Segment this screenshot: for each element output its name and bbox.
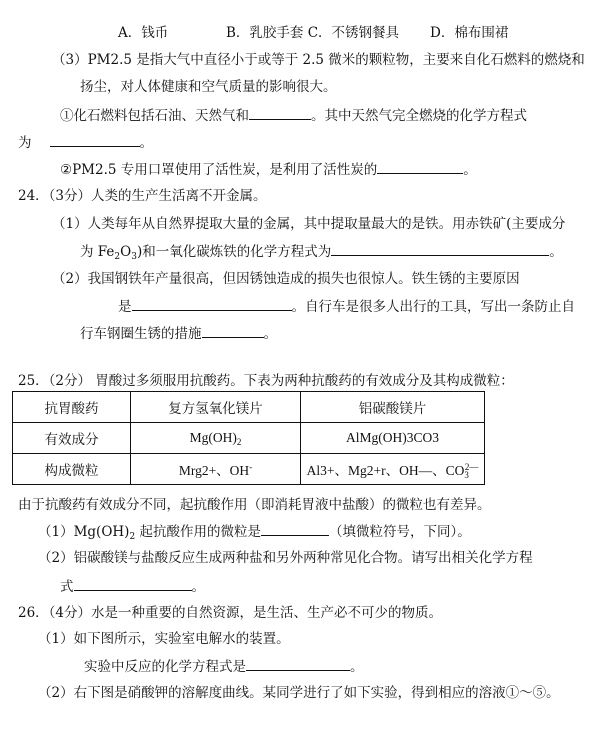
- q23-3-sub1-end: 。: [139, 135, 153, 151]
- particle-text: Mrg2+、OH: [178, 463, 250, 478]
- table-cell: 有效成分: [13, 423, 131, 454]
- q24-p2-line3-pre: 行车钢圈生锈的措施: [80, 326, 202, 342]
- q25-p2-end: 。: [191, 579, 205, 595]
- q26-title: 26．（4分）水是一种重要的自然资源，是生活、生产必不可少的物质。: [18, 605, 443, 621]
- q25-p1-post: （填微粒符号，下同）。: [328, 524, 471, 540]
- option-b-c: B．乳胶手套 C．不锈钢餐具: [226, 25, 400, 41]
- table-header: 抗胃酸药: [13, 392, 131, 423]
- table-cell: [131, 423, 301, 454]
- particle-text: Al3+、Mg2+r、OH—、CO: [306, 463, 465, 478]
- q24-p2-line3: [80, 324, 277, 343]
- particle-sup: 2—: [464, 462, 479, 472]
- q26-p2: （2）右下图是硝酸钾的溶解度曲线。某同学进行了如下实验，得到相应的溶液①～⑤。: [38, 685, 560, 701]
- q23-3-sub1: [60, 106, 527, 125]
- answer-blank[interactable]: [74, 577, 192, 591]
- table-cell: 构成微粒: [13, 454, 131, 485]
- q26-p1-sub: [84, 657, 364, 676]
- answer-blank[interactable]: [331, 242, 549, 256]
- table-header: 复方氢氧化镁片: [131, 392, 301, 423]
- q23-3-sub2-end: 。: [463, 162, 477, 178]
- formula-text: Mg(OH): [189, 430, 237, 445]
- answer-blank[interactable]: [261, 522, 329, 536]
- antacid-table: [12, 391, 485, 485]
- q25-p2-shi: 式: [60, 579, 74, 595]
- q25-p1-pre: （1）Mg(OH): [38, 524, 130, 540]
- q24-p1-sub2: 3: [131, 252, 137, 262]
- answer-blank[interactable]: [249, 106, 311, 120]
- q23-3-sub1-cont: [18, 133, 153, 152]
- q24-p1-pre: 为 Fe: [80, 244, 115, 260]
- table-row: [13, 454, 485, 485]
- table-cell: [301, 454, 485, 485]
- answer-blank[interactable]: [50, 133, 140, 147]
- option-a: A．钱币: [118, 25, 169, 41]
- q24-p1-sub1: 2: [114, 252, 121, 262]
- formula-sub: 2: [236, 437, 242, 447]
- q25-p1-mid: 起抗酸作用的微粒是: [135, 524, 261, 540]
- q26-p1-sub-end: 。: [350, 659, 364, 675]
- q24-p1-line1: （1）人类每年从自然界提取大量的金属，其中提取量最大的是铁。用赤铁矿(主要成分: [52, 216, 566, 232]
- q23-3-line2: 扬尘，对人体健康和空气质量的影响很大。: [80, 79, 337, 95]
- table-cell: [131, 454, 301, 485]
- q25-p1: [38, 522, 471, 541]
- q24-p2-line2: [118, 297, 575, 316]
- particle-sub: 3: [464, 470, 469, 480]
- q23-3-sub2-pre: ②PM2.5 专用口罩使用了活性炭，是利用了活性炭的: [60, 162, 378, 178]
- answer-blank[interactable]: [377, 160, 463, 174]
- q23-3-sub2: [60, 160, 477, 179]
- q25-p2-line2: [60, 577, 205, 596]
- q24-p2-line1: （2）我国钢铁年产量很高，但因锈蚀造成的损失也很惊人。铁生锈的主要原因: [52, 271, 520, 287]
- table-header: 铝碳酸镁片: [301, 392, 485, 423]
- q24-p1-mid: O: [120, 244, 132, 260]
- q25-p2-line1: （2）铝碳酸镁与盐酸反应生成两种盐和另外两种常见化合物。请写出相关化学方程: [38, 550, 533, 566]
- answer-blank[interactable]: [202, 324, 264, 338]
- q24-p1-line2: [80, 242, 563, 261]
- q24-p2-post: 。自行车是很多人出行的工具，写出一条防止自: [291, 299, 575, 315]
- answer-blank[interactable]: [132, 297, 292, 311]
- particle-sup: -: [249, 462, 253, 472]
- q24-p2-pre: 是: [118, 299, 132, 315]
- q24-p2-end: 。: [263, 326, 277, 342]
- option-d: D．棉布围裙: [430, 25, 509, 41]
- q26-p1-sub-pre: 实验中反应的化学方程式是: [84, 659, 246, 675]
- table-header-row: [13, 392, 485, 423]
- q25-title: 25．（2分） 胃酸过多须服用抗酸药。下表为两种抗酸药的有效成分及其构成微粒：: [18, 373, 514, 389]
- table-row: [13, 423, 485, 454]
- q24-title: 24．（3分）人类的生产生活离不开金属。: [18, 188, 267, 204]
- q24-p1-post: )和一氧化碳炼铁的化学方程式为: [136, 244, 332, 260]
- q24-p1-end: 。: [549, 244, 563, 260]
- answer-blank[interactable]: [246, 657, 350, 671]
- q23-3-line1: （3）PM2.5 是指大气中直径小于或等于 2.5 微米的颗粒物，主要来自化石燃料的燃烧和: [52, 52, 585, 68]
- q23-3-sub1-wei: 为: [18, 135, 32, 151]
- table-cell: AlMg(OH)3CO3: [301, 423, 485, 454]
- q23-3-sub1-pre: ①化石燃料包括石油、天然气和: [60, 108, 249, 124]
- q25-p1-sub: 2: [129, 532, 136, 542]
- q23-3-sub1-post: 。其中天然气完全燃烧的化学方程式: [311, 108, 527, 124]
- q26-p1: （1）如下图所示，实验室电解水的装置。: [38, 631, 290, 647]
- q25-after: 由于抗酸药有效成分不同，起抗酸作用（即消耗胃液中盐酸）的微粒也有差异。: [18, 497, 491, 513]
